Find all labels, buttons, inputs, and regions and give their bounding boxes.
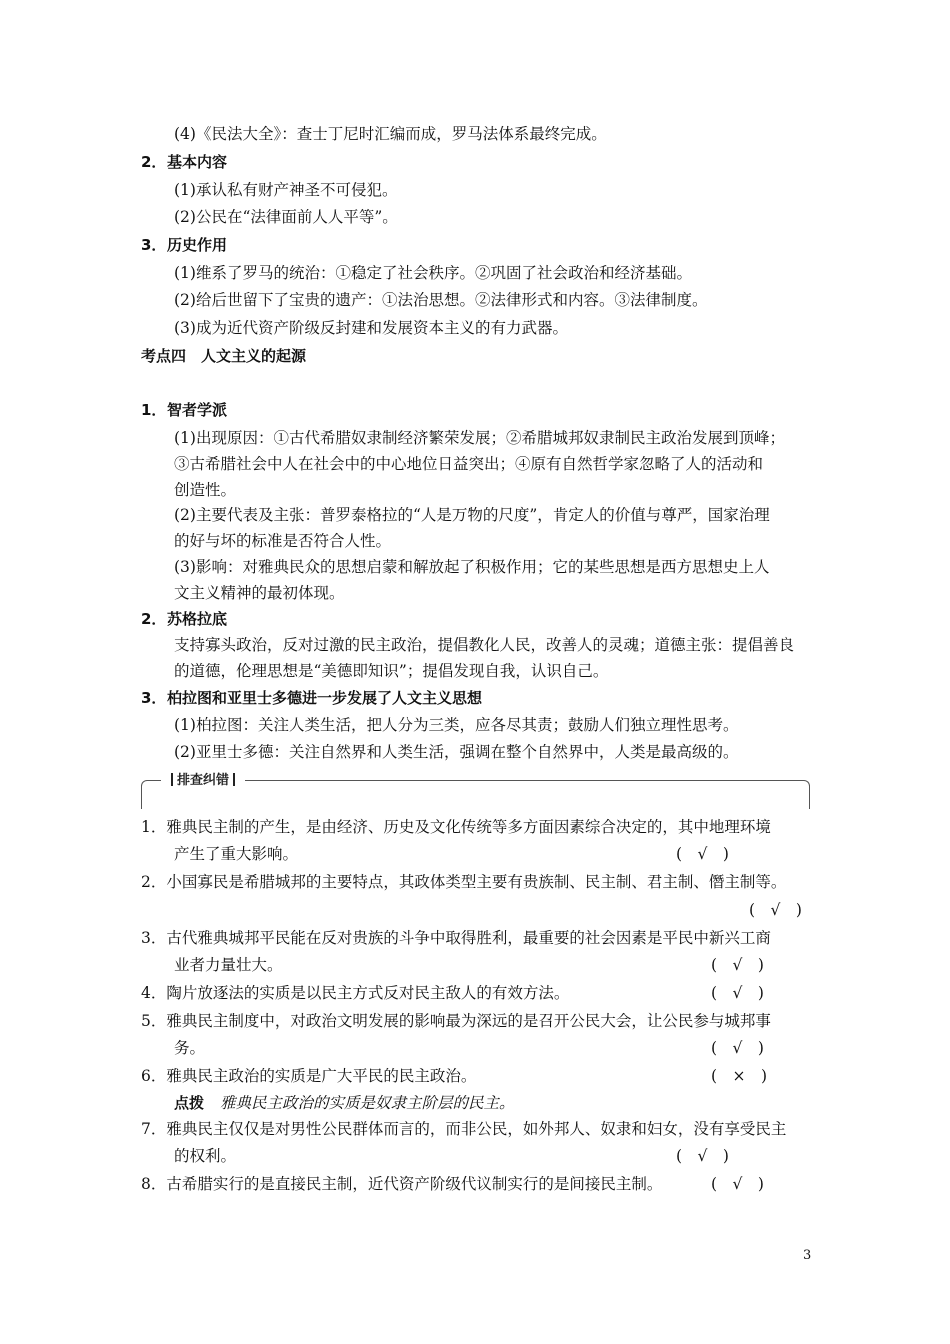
text-line: ③古希腊社会中人在社会中的中心地位日益突出；④原有自然哲学家忽略了人的活动和 xyxy=(174,455,764,473)
answer-mark: ( √ ) xyxy=(676,845,729,863)
heading-text: 苏格拉底 xyxy=(167,610,228,628)
text-line: (4)《民法大全》：查士丁尼时汇编而成，罗马法体系最终完成。 xyxy=(174,125,607,143)
heading-plato-aristotle xyxy=(141,688,482,708)
bar-left-icon xyxy=(171,773,173,786)
answer-mark: ( √ ) xyxy=(711,956,764,974)
note-line xyxy=(174,1093,515,1113)
item-line: 6．雅典民主政治的实质是广大平民的民主政治。 xyxy=(141,1067,477,1085)
heading-socrates xyxy=(141,609,227,629)
answer-mark: ( √ ) xyxy=(711,984,764,1002)
heading-basic-content xyxy=(141,152,227,172)
text-line: 创造性。 xyxy=(174,481,237,499)
item-line: 的权利。 xyxy=(174,1147,237,1165)
bar-right-icon xyxy=(233,773,235,786)
heading-text: 基本内容 xyxy=(167,153,228,171)
answer-mark: ( √ ) xyxy=(676,1147,729,1165)
item-line: 4．陶片放逐法的实质是以民主方式反对民主敌人的有效方法。 xyxy=(141,984,570,1002)
text-line: (3)影响：对雅典民众的思想启蒙和解放起了积极作用；它的某些思想是西方思想史上人 xyxy=(174,558,770,576)
heading-historical-role xyxy=(141,235,227,255)
heading-number: 1． xyxy=(141,401,167,419)
item-line: 业者力量壮大。 xyxy=(174,956,283,974)
heading-number: 2． xyxy=(141,610,167,628)
answer-mark: ( √ ) xyxy=(749,901,802,919)
answer-mark: ( √ ) xyxy=(711,1039,764,1057)
heading-number: 2． xyxy=(141,153,167,171)
topic-heading: 考点四 人文主义的起源 xyxy=(141,347,307,365)
item-line: 5．雅典民主制度中，对政治文明发展的影响最为深远的是召开公民大会，让公民参与城邦事 xyxy=(141,1012,771,1030)
heading-number: 3． xyxy=(141,689,167,707)
item-line: 7．雅典民主仅仅是对男性公民群体而言的，而非公民，如外邦人、奴隶和妇女，没有享受民主 xyxy=(141,1120,787,1138)
text-line: 支持寡头政治，反对过激的民主政治，提倡教化人民，改善人的灵魂；道德主张：提倡善良 xyxy=(174,636,795,654)
text-line: (1)出现原因：①古代希腊奴隶制经济繁荣发展；②希腊城邦奴隶制民主政治发展到顶峰； xyxy=(174,429,785,447)
answer-mark: ( × ) xyxy=(711,1067,768,1085)
item-line: 务。 xyxy=(174,1039,206,1057)
page-number: 3 xyxy=(803,1248,812,1263)
text-line: (2)亚里士多德：关注自然界和人类生活，强调在整个自然界中，人类是最高级的。 xyxy=(174,743,739,761)
section-title: 排查纠错 xyxy=(161,772,245,789)
text-line: (2)给后世留下了宝贵的遗产：①法治思想。②法律形式和内容。③法律制度。 xyxy=(174,291,708,309)
text-line: (1)维系了罗马的统治：①稳定了社会秩序。②巩固了社会政治和经济基础。 xyxy=(174,264,692,282)
item-line: 1．雅典民主制的产生，是由经济、历史及文化传统等多方面因素综合决定的，其中地理环境 xyxy=(141,818,771,836)
text-line: (3)成为近代资产阶级反封建和发展资本主义的有力武器。 xyxy=(174,319,568,337)
text-line: (1)柏拉图：关注人类生活，把人分为三类，应各尽其责；鼓励人们独立理性思考。 xyxy=(174,716,739,734)
text-line: (1)承认私有财产神圣不可侵犯。 xyxy=(174,181,398,199)
item-line: 2．小国寡民是希腊城邦的主要特点，其政体类型主要有贵族制、民主制、君主制、僭主制等。 xyxy=(141,873,787,891)
item-line: 产生了重大影响。 xyxy=(174,845,299,863)
answer-mark: ( √ ) xyxy=(711,1175,764,1193)
section-header xyxy=(141,772,810,808)
item-line: 3．古代雅典城邦平民能在反对贵族的斗争中取得胜利，最重要的社会因素是平民中新兴工商 xyxy=(141,929,771,947)
heading-text: 智者学派 xyxy=(167,401,228,419)
item-line: 8．古希腊实行的是直接民主制，近代资产阶级代议制实行的是间接民主制。 xyxy=(141,1175,663,1193)
text-line: (2)主要代表及主张：普罗泰格拉的“人是万物的尺度”，肯定人的价值与尊严，国家治理 xyxy=(174,506,770,524)
note-label: 点拨 xyxy=(174,1094,205,1112)
text-line: 文主义精神的最初体现。 xyxy=(174,584,345,602)
heading-text: 历史作用 xyxy=(167,236,228,254)
heading-text: 柏拉图和亚里士多德进一步发展了人文主义思想 xyxy=(167,689,483,707)
text-line: 的好与坏的标准是否符合人性。 xyxy=(174,532,392,550)
text-line: (2)公民在“法律面前人人平等”。 xyxy=(174,208,398,226)
heading-number: 3． xyxy=(141,236,167,254)
heading-sophists xyxy=(141,400,227,420)
note-text: 雅典民主政治的实质是奴隶主阶层的民主。 xyxy=(220,1094,515,1112)
text-line: 的道德，伦理思想是“美德即知识”；提倡发现自我，认识自己。 xyxy=(174,662,609,680)
